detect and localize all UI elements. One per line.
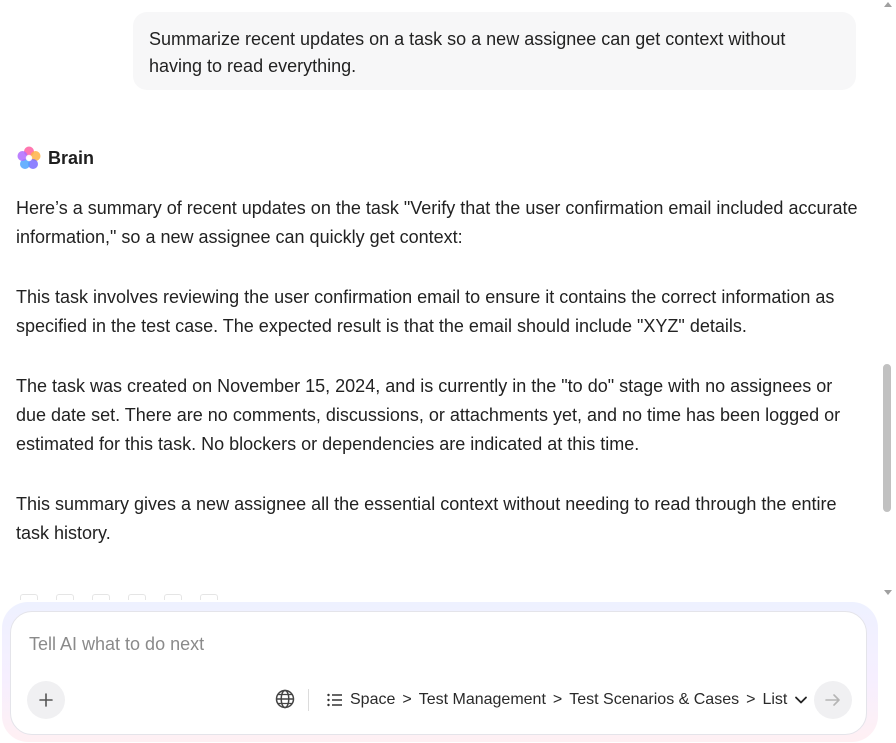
breadcrumb-test-scenarios: Test Scenarios & Cases [569,691,740,708]
user-message-text: Summarize recent updates on a task so a new assignee can get context without having to read everything. [149,29,786,76]
scroll-down-arrow-icon[interactable] [884,590,892,595]
refresh-icon [56,594,74,600]
arrow-right-icon [824,692,842,708]
breadcrumb-separator: > [552,691,563,708]
send-button[interactable] [814,681,852,719]
breadcrumb-separator: > [402,691,412,708]
chevron-down-icon [794,695,808,705]
breadcrumb-separator: > [746,691,756,708]
list-icon [327,693,343,707]
scrollbar-thumb[interactable] [883,364,891,512]
response-paragraph: This task involves reviewing the user confirmation email to ensure it contains the correct information as specified in the test case. The expected result is that the email should include "XYZ" details. [16,287,835,336]
response-paragraph: The task was created on November 15, 2024, and is currently in the "to do" stage with no assignees or due date set. There are no comments, discussions, or attachments yet, and no time has been logged or estimated for this task. No blockers or dependencies are indicated at this time. [16,376,841,454]
user-message-bubble [133,12,856,90]
share-icon [128,594,146,600]
web-search-button[interactable] [273,688,297,712]
composer [10,611,867,735]
assistant-header [16,144,94,172]
response-paragraph: Here’s a summary of recent updates on the task "Verify that the user confirmation email included accurate information," so a new assignee can quickly get context: [16,198,858,247]
breadcrumb-list: List [762,691,788,708]
breadcrumb-test-management: Test Management [418,691,546,708]
add-icon [200,594,218,600]
plus-icon [38,692,54,708]
assistant-name: Brain [48,147,95,168]
assistant-response [16,194,866,579]
response-paragraph: This summary gives a new assignee all the essential context without needing to read through the entire task history. [16,494,837,543]
breadcrumb-space: Space [350,691,396,708]
chat-scrollbar[interactable] [882,0,892,600]
message-actions-faded [20,594,218,600]
add-button[interactable] [27,681,65,719]
scroll-up-arrow-icon[interactable] [884,2,892,7]
retry-icon [92,594,110,600]
location-selector[interactable] [327,686,808,714]
toolbar-divider [308,689,309,711]
brain-flower-icon [16,145,42,171]
globe-icon [274,688,296,710]
prompt-input[interactable] [29,630,829,658]
copy-icon [20,594,38,600]
edit-icon [164,594,182,600]
